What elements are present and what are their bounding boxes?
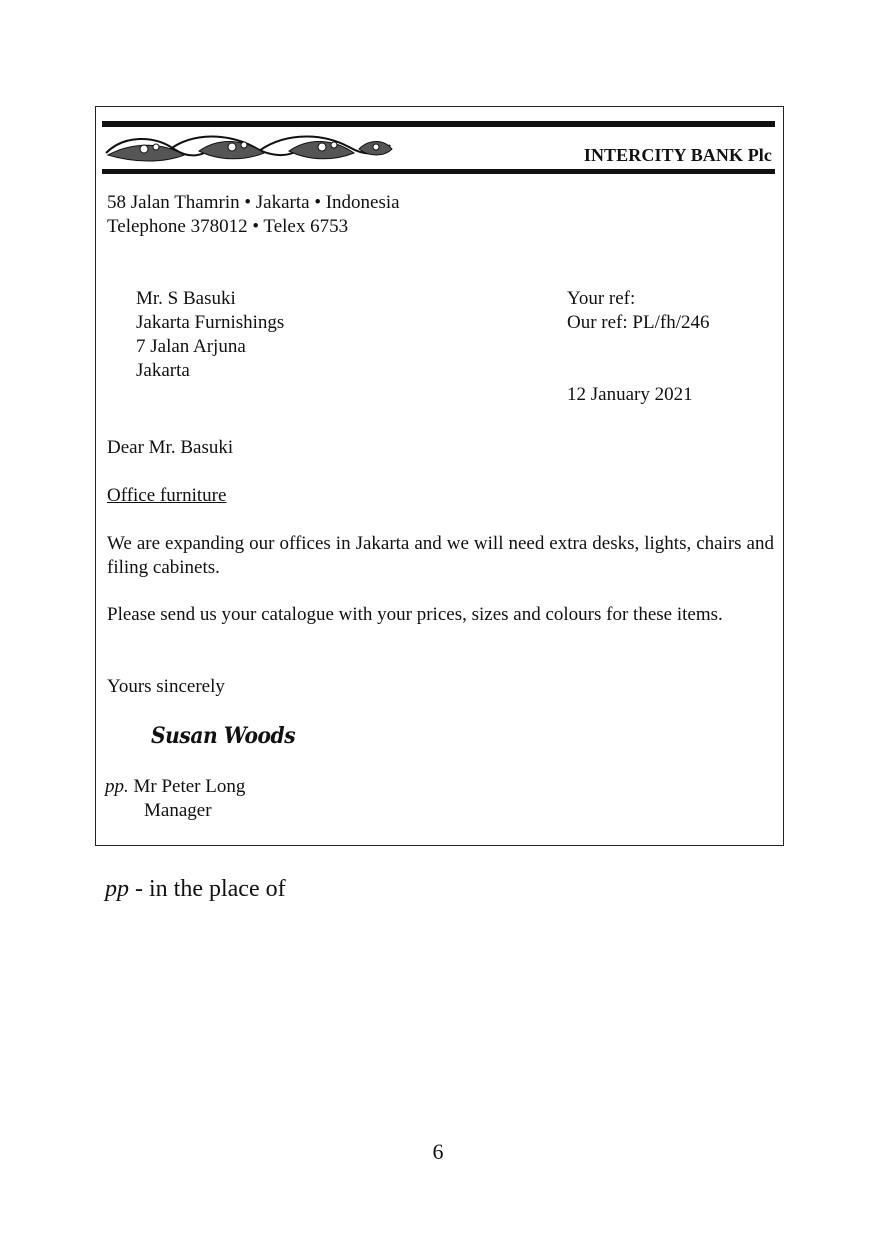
pp-line [105, 775, 245, 799]
signer-title: Manager [144, 800, 212, 821]
letterhead-bottom-rule [102, 169, 775, 174]
pp-label: pp. [105, 776, 129, 797]
handwritten-signature: Susan Woods [151, 723, 296, 749]
bank-address: 58 Jalan Thamrin • Jakarta • Indonesia [107, 192, 400, 213]
bank-contact: Telephone 378012 • Telex 6753 [107, 216, 349, 237]
page-number: 6 [432, 1139, 444, 1164]
recipient-street: 7 Jalan Arjuna [136, 336, 246, 357]
closing: Yours sincerely [107, 676, 225, 697]
body-paragraph-2: Please send us your catalogue with your prices, sizes and colours for these items. [107, 604, 723, 625]
subject-line: Office furniture [107, 485, 227, 506]
footnote-term: pp [105, 876, 129, 902]
letter [95, 106, 784, 846]
your-ref: Your ref: [567, 288, 636, 309]
bank-name: INTERCITY BANK Plc [583, 145, 772, 165]
ornament-scroll-icon [104, 127, 394, 165]
recipient-company: Jakarta Furnishings [136, 312, 285, 333]
footnote-definition: - in the place of [129, 876, 286, 902]
footnote [105, 874, 286, 904]
recipient-city: Jakarta [136, 360, 190, 381]
salutation: Dear Mr. Basuki [107, 437, 234, 458]
letter-date: 12 January 2021 [567, 384, 693, 405]
body-paragraph-1: We are expanding our offices in Jakarta and we will need extra desks, lights, chairs and filing cabinets. [107, 533, 774, 578]
our-ref: Our ref: PL/fh/246 [567, 312, 710, 333]
on-behalf-of: Mr Peter Long [133, 776, 246, 797]
recipient-name: Mr. S Basuki [136, 288, 236, 309]
